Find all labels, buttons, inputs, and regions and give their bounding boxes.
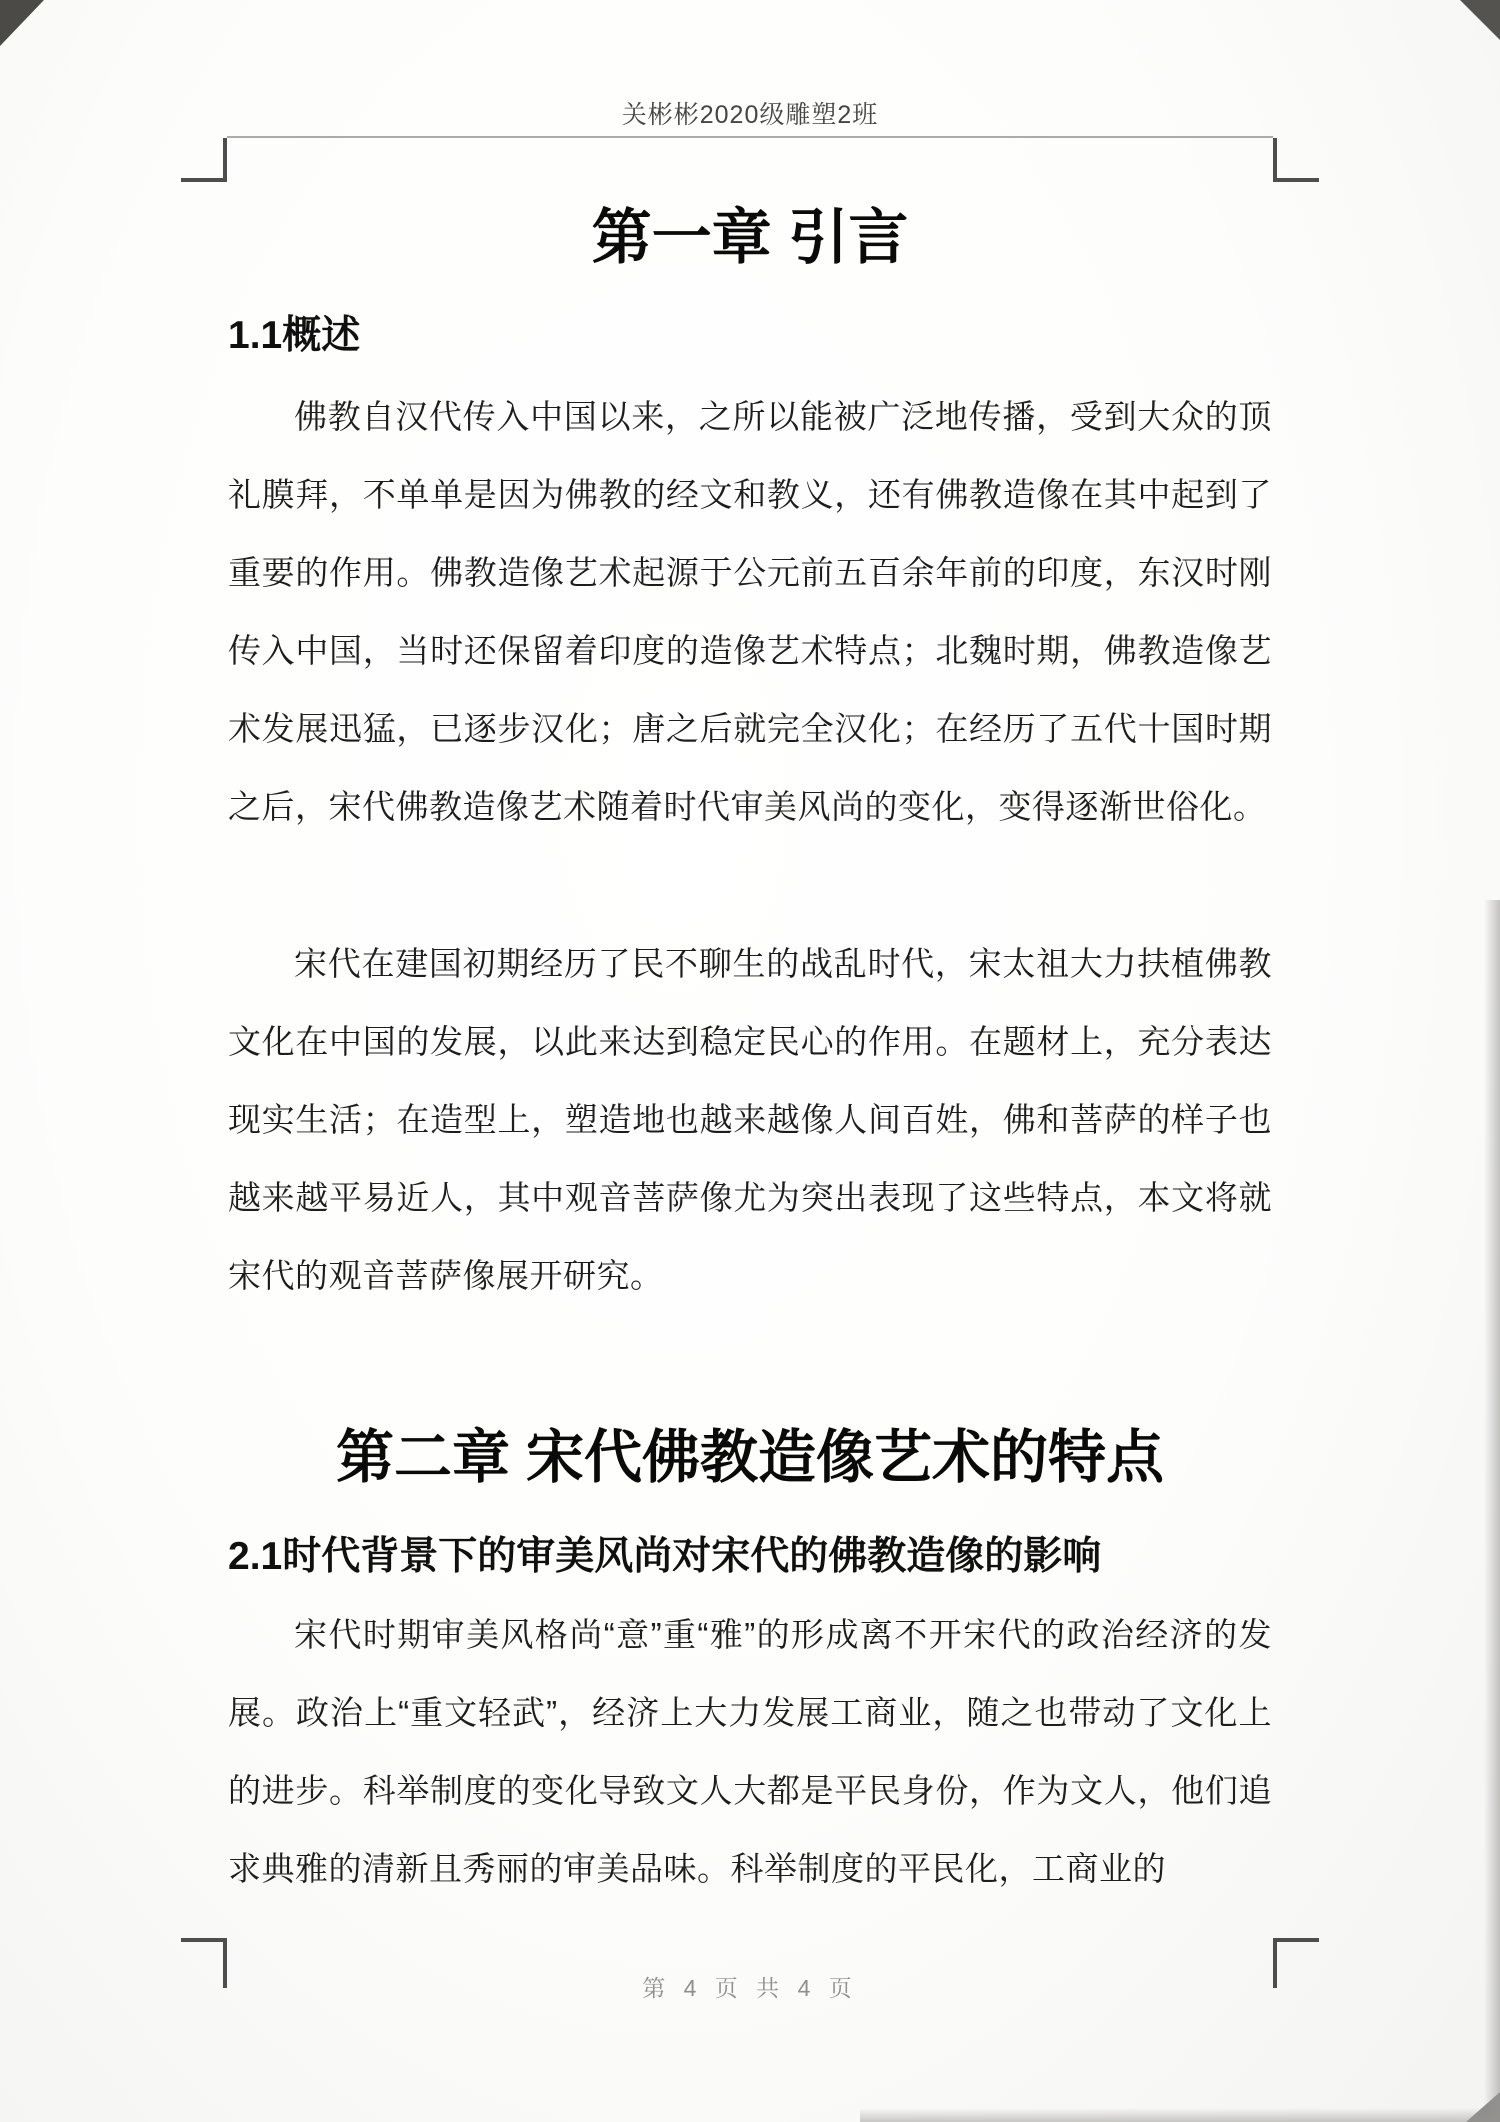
- photo-corner-top-left: [0, 0, 44, 46]
- photo-edge-bottom: [860, 2108, 1500, 2122]
- footer-page-number: 第 4 页 共 4 页: [642, 1975, 858, 2001]
- chapter2-paragraph-1: 宋代时期审美风格尚“意”重“雅”的形成离不开宋代的政治经济的发展。政治上“重文轻武”，经济上大力发展工商业，随之也带动了文化上的进步。科举制度的变化导致文人大都是平民身份，作为文人，他们追求典雅的清新且秀丽的审美品味。科举制度的平民化，工商业的: [228, 1616, 1272, 1887]
- margin-mark-top-right: [1273, 138, 1319, 182]
- header-rule: [227, 136, 1273, 138]
- margin-mark-top-left: [181, 138, 227, 182]
- chapter1-section-heading: 1.1概述: [228, 314, 361, 357]
- chapter2-title: 第二章 宋代佛教造像艺术的特点: [335, 1425, 1165, 1490]
- chapter2-section-heading: 2.1时代背景下的审美风尚对宋代的佛教造像的影响: [228, 1535, 1102, 1578]
- chapter1-paragraph-1: 佛教自汉代传入中国以来，之所以能被广泛地传播，受到大众的顶礼膜拜，不单单是因为佛教的经文和教义，还有佛教造像在其中起到了重要的作用。佛教造像艺术起源于公元前五百余年前的印度，东汉时刚传入中国，当时还保留着印度的造像艺术特点；北魏时期，佛教造像艺术发展迅猛，已逐步汉化；唐之后就完全汉化；在经历了五代十国时期之后，宋代佛教造像艺术随着时代审美风尚的变化，变得逐渐世俗化。: [228, 398, 1272, 825]
- running-header: 关彬彬2020级雕塑2班: [621, 101, 879, 129]
- chapter1-paragraph-2: 宋代在建国初期经历了民不聊生的战乱时代，宋太祖大力扶植佛教文化在中国的发展，以此来达到稳定民心的作用。在题材上，充分表达现实生活；在造型上，塑造地也越来越像人间百姓，佛和菩萨的样子也越来越平易近人，其中观音菩萨像尤为突出表现了这些特点，本文将就宋代的观音菩萨像展开研究。: [228, 945, 1272, 1294]
- margin-mark-bottom-right: [1273, 1938, 1319, 1988]
- margin-mark-bottom-left: [181, 1938, 227, 1988]
- photo-edge-right: [1484, 900, 1500, 2122]
- photo-corner-top-right: [1460, 0, 1500, 40]
- chapter1-title: 第一章 引言: [591, 204, 909, 271]
